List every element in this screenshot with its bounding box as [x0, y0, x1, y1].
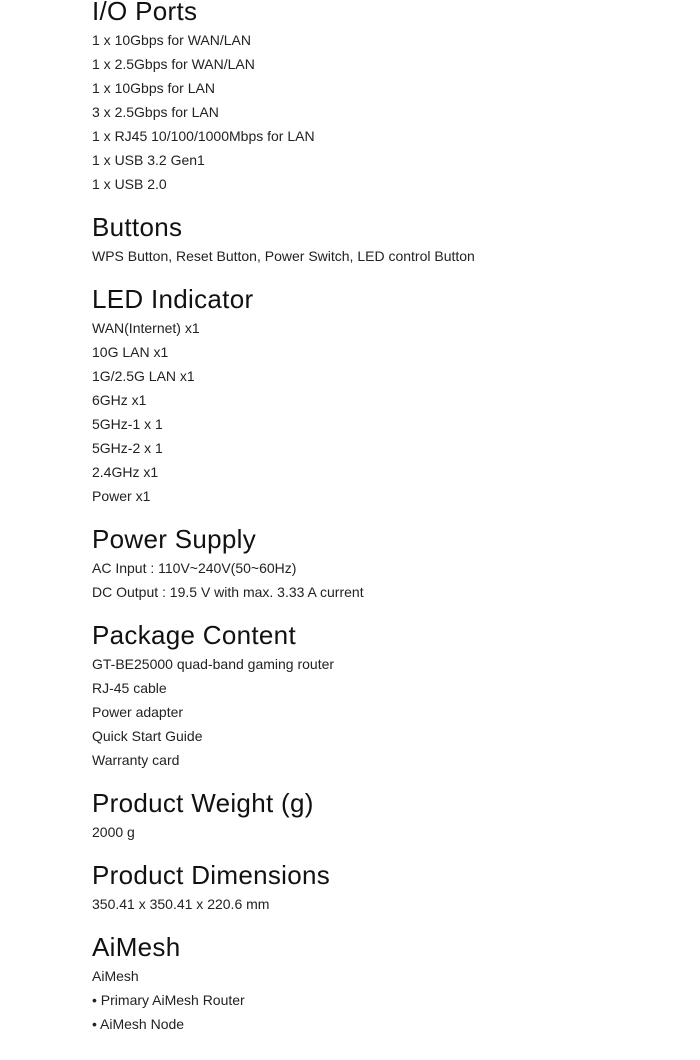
spec-section-package-content	[92, 618, 672, 772]
spec-section-product-weight	[92, 786, 672, 844]
spec-line: 3 x 2.5Gbps for LAN	[92, 104, 219, 120]
spec-line: 5GHz-2 x 1	[92, 440, 163, 456]
spec-line: WAN(Internet) x1	[92, 320, 200, 336]
spec-line: AiMesh	[92, 968, 139, 984]
section-title: LED Indicator	[92, 284, 254, 314]
spec-line: • Primary AiMesh Router	[92, 992, 245, 1008]
spec-line: 5GHz-1 x 1	[92, 416, 163, 432]
spec-line: AC Input : 110V~240V(50~60Hz)	[92, 560, 297, 576]
spec-line: 1 x USB 2.0	[92, 176, 167, 192]
spec-line: 1 x RJ45 10/100/1000Mbps for LAN	[92, 128, 315, 144]
spec-line: WPS Button, Reset Button, Power Switch, LED control Button	[92, 248, 475, 264]
section-title: AiMesh	[92, 932, 181, 962]
spec-lines	[92, 244, 672, 268]
spec-line: Power x1	[92, 488, 151, 504]
section-title: Product Weight (g)	[92, 788, 314, 818]
spec-lines	[92, 652, 672, 772]
spec-lines	[92, 820, 672, 844]
section-title: Product Dimensions	[92, 860, 331, 890]
spec-lines	[92, 964, 672, 1036]
spec-line: • AiMesh Node	[92, 1016, 185, 1032]
spec-lines	[92, 892, 672, 916]
spec-lines	[92, 556, 672, 604]
spec-section-buttons	[92, 210, 672, 268]
spec-line: 6GHz x1	[92, 392, 147, 408]
spec-line: 1G/2.5G LAN x1	[92, 368, 195, 384]
spec-line: 1 x 10Gbps for WAN/LAN	[92, 32, 251, 48]
spec-line: Warranty card	[92, 752, 180, 768]
spec-line: RJ-45 cable	[92, 680, 167, 696]
spec-line: 350.41 x 350.41 x 220.6 mm	[92, 896, 270, 912]
spec-lines	[92, 28, 672, 196]
spec-line: DC Output : 19.5 V with max. 3.33 A current	[92, 584, 364, 600]
spec-line: 10G LAN x1	[92, 344, 169, 360]
spec-line: 1 x 10Gbps for LAN	[92, 80, 215, 96]
section-title: Package Content	[92, 620, 296, 650]
spec-section-io-ports	[92, 0, 672, 196]
spec-line: 2000 g	[92, 824, 135, 840]
spec-section-aimesh	[92, 930, 672, 1036]
section-title: Buttons	[92, 212, 183, 242]
spec-section-product-dimensions	[92, 858, 672, 916]
spec-line: GT-BE25000 quad-band gaming router	[92, 656, 335, 672]
spec-line: Power adapter	[92, 704, 184, 720]
section-title: I/O Ports	[92, 0, 198, 26]
spec-section-power-supply	[92, 522, 672, 604]
spec-section-led-indicator	[92, 282, 672, 508]
spec-lines	[92, 316, 672, 508]
spec-line: 1 x USB 3.2 Gen1	[92, 152, 205, 168]
spec-line: 2.4GHz x1	[92, 464, 159, 480]
spec-list	[92, 0, 672, 1050]
spec-line: Quick Start Guide	[92, 728, 203, 744]
spec-line: 1 x 2.5Gbps for WAN/LAN	[92, 56, 255, 72]
section-title: Power Supply	[92, 524, 257, 554]
